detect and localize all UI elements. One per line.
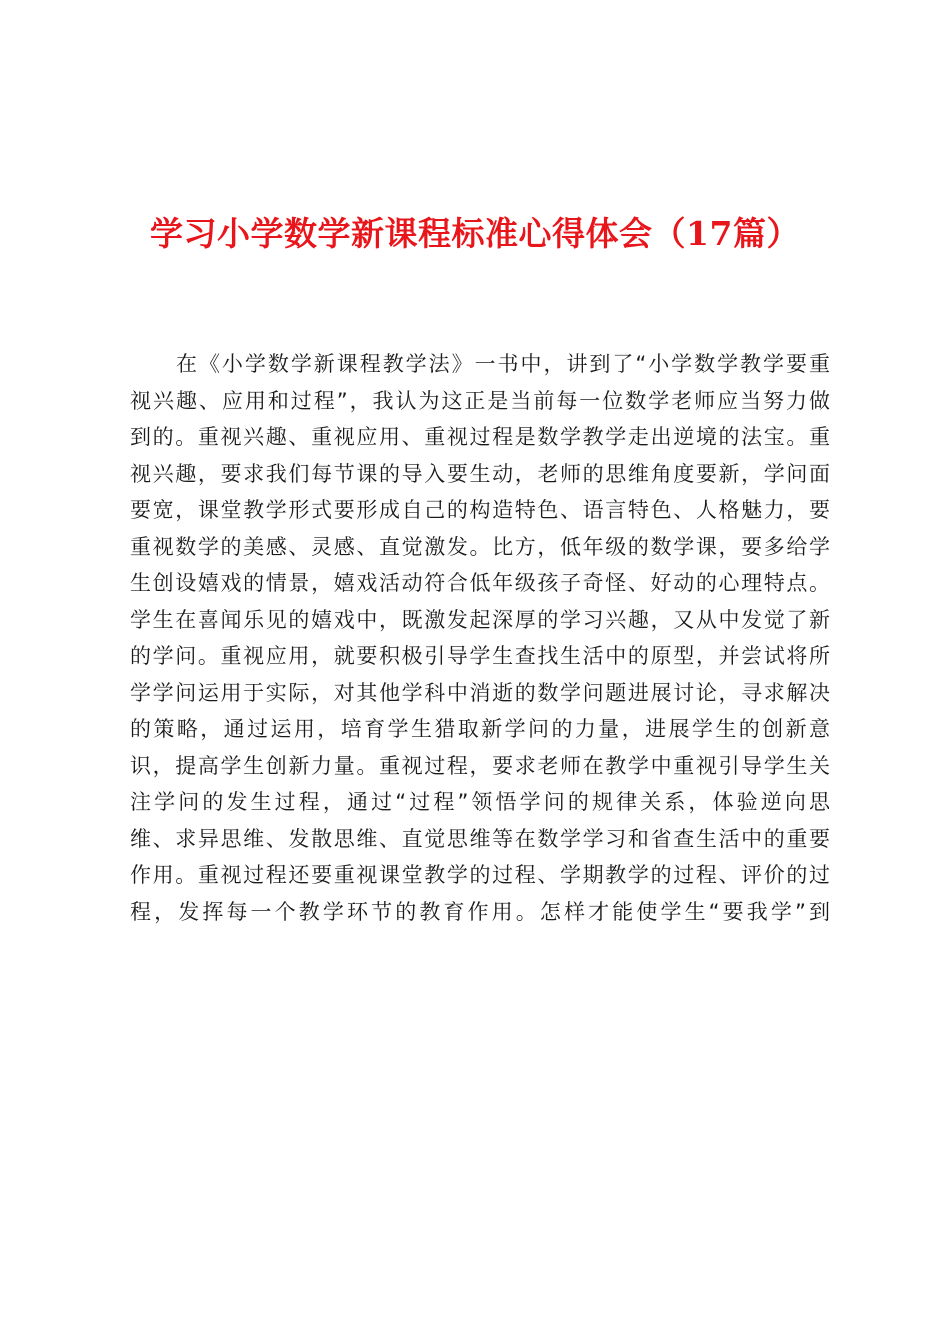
paragraph-line: 的策略，通过运用，培育学生猎取新学问的力量，进展学生的创新意 <box>130 717 830 741</box>
paragraph-line: 学生在喜闻乐见的嬉戏中，既激发起深厚的学习兴趣，又从中发觉了新 <box>130 607 830 632</box>
paragraph-line: 作用。重视过程还要重视课堂教学的过程、学期教学的过程、评价的过 <box>130 863 830 887</box>
paragraph-line: 在《小学数学新课程教学法》一书中，讲到了“小学数学教学要重 <box>176 352 830 376</box>
paragraph-line: 到的。重视兴趣、重视应用、重视过程是数学教学走出逆境的法宝。重 <box>130 425 830 449</box>
paragraph-line: 生创设嬉戏的情景，嬉戏活动符合低年级孩子奇怪、好动的心理特点。 <box>130 571 830 595</box>
paragraph-line: 维、求异思维、发散思维、直觉思维等在数学学习和省查生活中的重要 <box>130 826 830 851</box>
paragraph-line: 重视数学的美感、灵感、直觉激发。比方，低年级的数学课，要多给学 <box>130 534 830 559</box>
paragraph-line: 视兴趣、应用和过程”，我认为这正是当前每一位数学老师应当努力做 <box>130 388 830 413</box>
paragraph-line: 要宽，课堂教学形式要形成自己的构造特色、语言特色、人格魅力，要 <box>130 498 830 522</box>
document-title: 学习小学数学新课程标准心得体会（17篇） <box>150 214 800 253</box>
paragraph-line: 的学问。重视应用，就要积极引导学生查找生活中的原型，并尝试将所 <box>130 644 830 668</box>
paragraph-line: 视兴趣，要求我们每节课的导入要生动，老师的思维角度要新，学问面 <box>130 461 830 486</box>
paragraph-line: 识，提高学生创新力量。重视过程，要求老师在教学中重视引导学生关 <box>130 753 830 778</box>
paragraph-line: 注学问的发生过程，通过“过程”领悟学问的规律关系，体验逆向思 <box>130 790 830 814</box>
paragraph-line: 学学问运用于实际，对其他学科中消逝的数学问题进展讨论，寻求解决 <box>130 680 830 705</box>
paragraph-line: 程，发挥每一个教学环节的教育作用。怎样才能使学生“要我学”到 <box>130 899 830 924</box>
body-paragraph <box>130 346 830 930</box>
